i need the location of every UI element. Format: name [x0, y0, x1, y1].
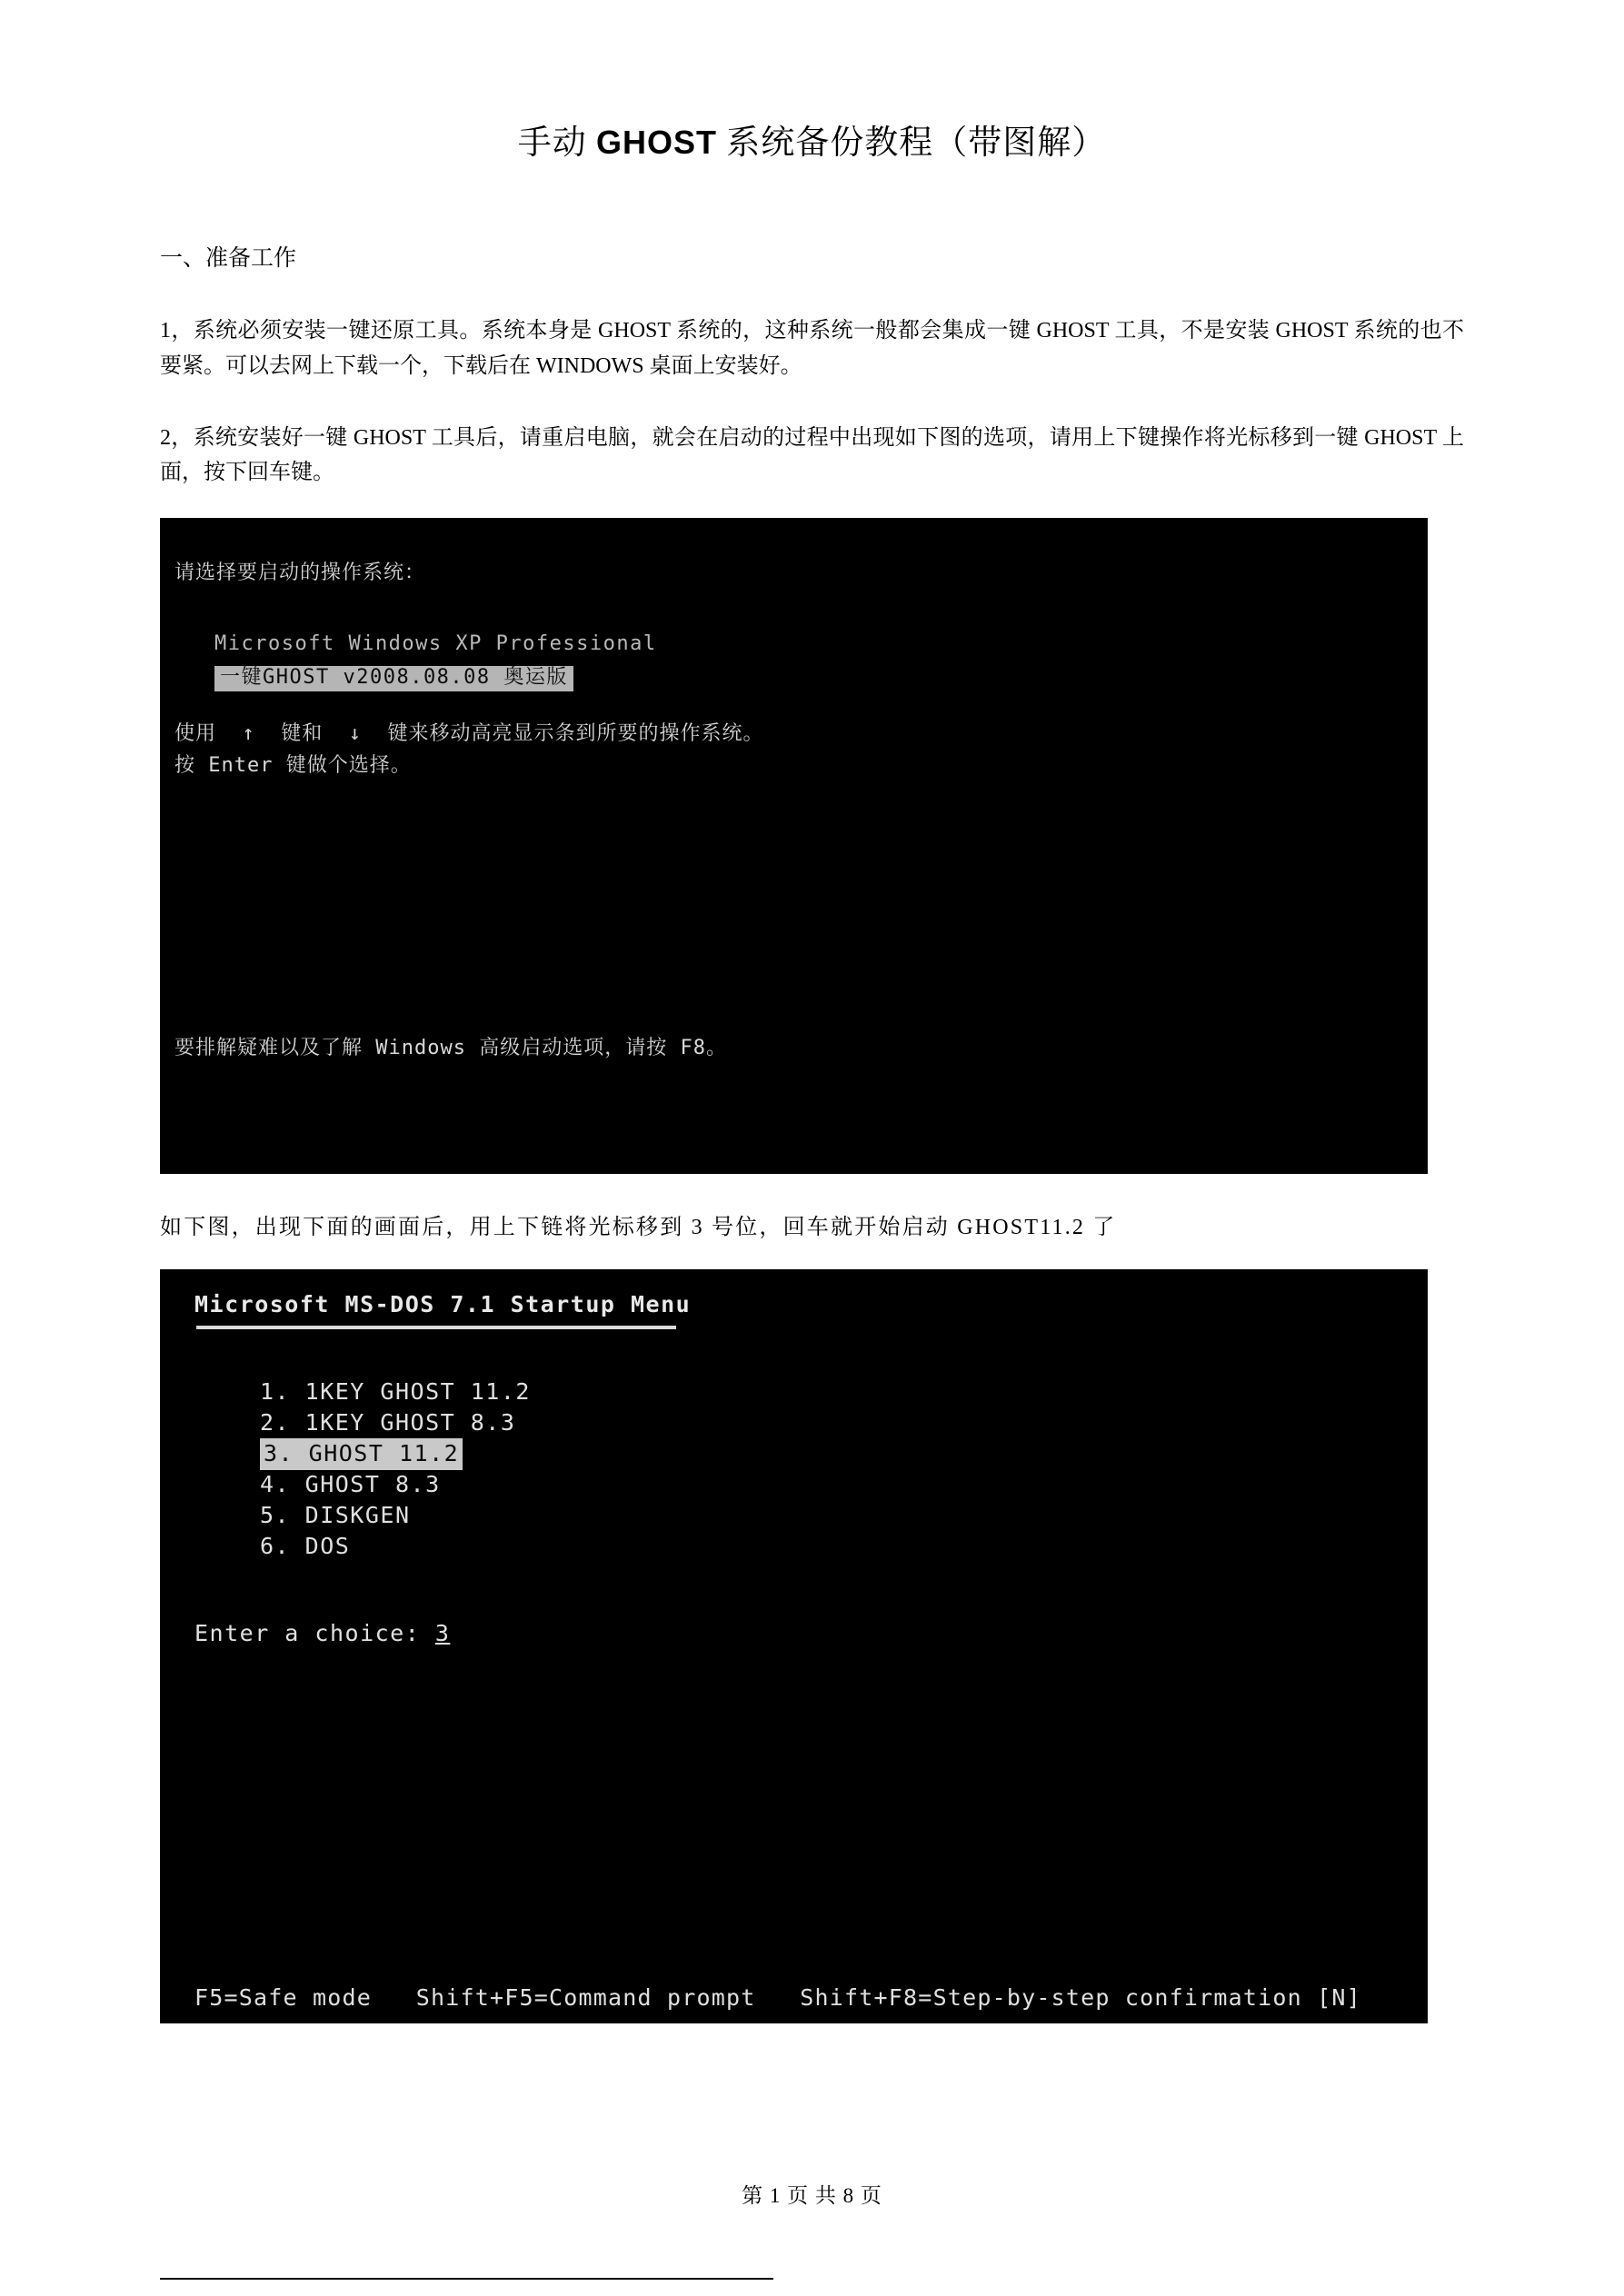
dos-menu-screenshot — [160, 1269, 1428, 2023]
section-heading: 一、准备工作 — [160, 246, 297, 271]
dos-footer-line: F5=Safe mode Shift+F5=Command prompt Shift+F8=Step-by-step confirmation [N] — [194, 1984, 1361, 2012]
page-number-footer: 第 1 页 共 8 页 — [742, 2184, 882, 2207]
dos-menu-item-1[interactable]: 1. 1KEY GHOST 11.2 — [260, 1378, 531, 1406]
paragraph-1: 1，系统必须安装一键还原工具。系统本身是 GHOST 系统的，这种系统一般都会集成一键 GHOST 工具，不是安装 GHOST 系统的也不要紧。可以去网上下载一个，下载后在 WINDOWS 桌面上安装好。 — [160, 318, 1464, 378]
boot-footer-line: 要排解疑难以及了解 Windows 高级启动选项，请按 F8。 — [174, 1037, 727, 1060]
boot-help-line-1: 使用 ↑ 键和 ↓ 键来移动高亮显示条到所要的操作系统。 — [174, 722, 764, 746]
dos-menu-item-4[interactable]: 4. GHOST 8.3 — [260, 1471, 441, 1498]
title-suffix: 系统备份教程（带图解） — [717, 124, 1107, 162]
dos-choice-label: Enter a choice: — [194, 1620, 435, 1647]
boot-option-1key-ghost-selected[interactable]: 一键GHOST v2008.08.08 奥运版 — [214, 666, 573, 691]
page-title — [160, 114, 1464, 164]
paragraph-2: 2，系统安装好一键 GHOST 工具后，请重启电脑，就会在启动的过程中出现如下图的选项，请用上下键操作将光标移到一键 GHOST 上面，按下回车键。 — [160, 425, 1464, 485]
dos-menu-title: Microsoft MS-DOS 7.1 Startup Menu — [194, 1291, 692, 1318]
boot-option-windows-xp[interactable]: Microsoft Windows XP Professional — [214, 632, 657, 656]
footer-rule — [160, 2278, 773, 2280]
title-prefix: 手动 — [517, 124, 596, 162]
dos-choice-line — [194, 1620, 450, 1646]
dos-choice-input[interactable]: 3 — [434, 1620, 451, 1647]
dos-menu-divider — [196, 1326, 676, 1329]
boot-menu-screenshot — [160, 518, 1428, 1174]
boot-prompt-text: 请选择要启动的操作系统： — [174, 562, 426, 585]
paragraph-3: 如下图，出现下面的画面后，用上下链将光标移到 3 号位，回车就开始启动 GHOST11.2 了 — [160, 1216, 1117, 1240]
dos-menu-list — [260, 1377, 531, 1562]
boot-help-line-2: 按 Enter 键做个选择。 — [174, 754, 412, 778]
dos-menu-item-3-selected[interactable]: 3. GHOST 11.2 — [260, 1438, 463, 1470]
dos-menu-item-2[interactable]: 2. 1KEY GHOST 8.3 — [260, 1409, 516, 1436]
title-latin: GHOST — [595, 124, 717, 161]
dos-menu-item-5[interactable]: 5. DISKGEN — [260, 1502, 411, 1529]
dos-menu-item-6[interactable]: 6. DOS — [260, 1533, 351, 1560]
